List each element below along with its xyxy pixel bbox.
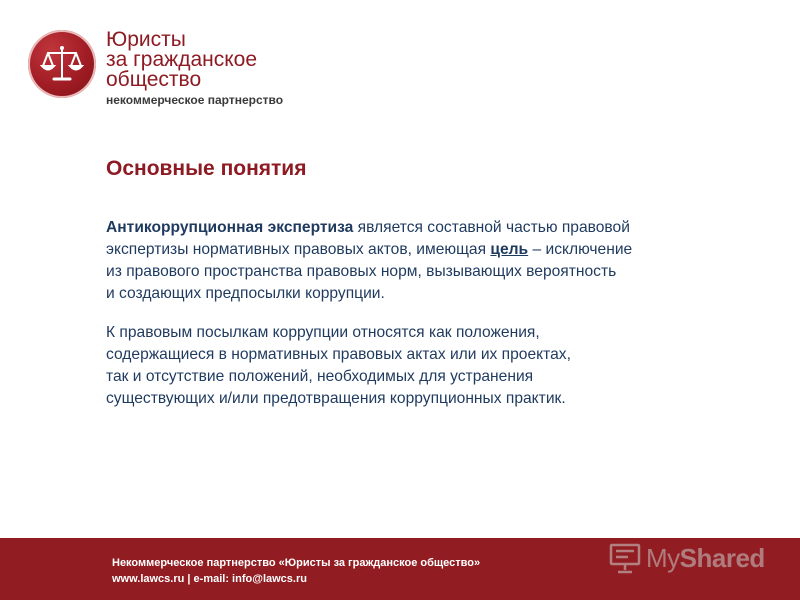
logo-line-3: общество xyxy=(106,68,202,91)
slide-title: Основные понятия xyxy=(106,157,307,180)
myshared-watermark xyxy=(608,541,765,575)
footer-organization: Некоммерческое партнерство «Юристы за гражданское общество» xyxy=(112,557,481,569)
organization-logo xyxy=(28,30,328,105)
presentation-board-icon xyxy=(608,542,642,574)
paragraph-line: существующих и/или предотвращения коррупционных практик. xyxy=(106,390,566,407)
paragraph-line: и создающих предпосылки коррупции. xyxy=(106,285,385,302)
footer-contacts xyxy=(112,573,307,585)
logo-text xyxy=(106,30,283,108)
logo-emblem xyxy=(28,30,96,98)
line-text: – исключение xyxy=(528,241,633,258)
footer-email-link[interactable]: e-mail: info@lawcs.ru xyxy=(193,573,307,585)
paragraph-preconditions xyxy=(106,322,746,410)
watermark-brand-suffix: Shared xyxy=(679,542,765,573)
scales-of-justice-icon xyxy=(40,42,84,86)
paragraph-line xyxy=(106,217,746,239)
key-term: Антикоррупционная экспертиза xyxy=(106,219,354,236)
paragraph-line xyxy=(106,239,746,261)
watermark-brand-prefix: My xyxy=(646,542,680,573)
footer-bar xyxy=(0,538,800,600)
paragraph-line: из правового пространства правовых норм, вызывающих вероятность xyxy=(106,263,617,280)
paragraph-line: К правовым посылкам коррупции относятся как положения, xyxy=(106,324,540,341)
paragraph-line: так и отсутствие положений, необходимых для устранения xyxy=(106,368,534,385)
line-text: является составной частью правовой xyxy=(353,219,630,236)
underlined-term: цель xyxy=(490,241,529,258)
footer-separator: | xyxy=(187,573,191,585)
footer-website-link[interactable]: www.lawcs.ru xyxy=(112,573,185,585)
logo-subtitle: некоммерческое партнерство xyxy=(106,93,284,107)
line-text: экспертизы нормативных правовых актов, имеющая xyxy=(106,241,491,258)
watermark-text xyxy=(646,543,765,574)
paragraph-definition xyxy=(106,217,746,305)
logo-line-1: Юристы xyxy=(106,28,186,51)
logo-line-2: за гражданское xyxy=(106,48,258,71)
paragraph-line: содержащиеся в нормативных правовых актах или их проектах, xyxy=(106,346,571,363)
